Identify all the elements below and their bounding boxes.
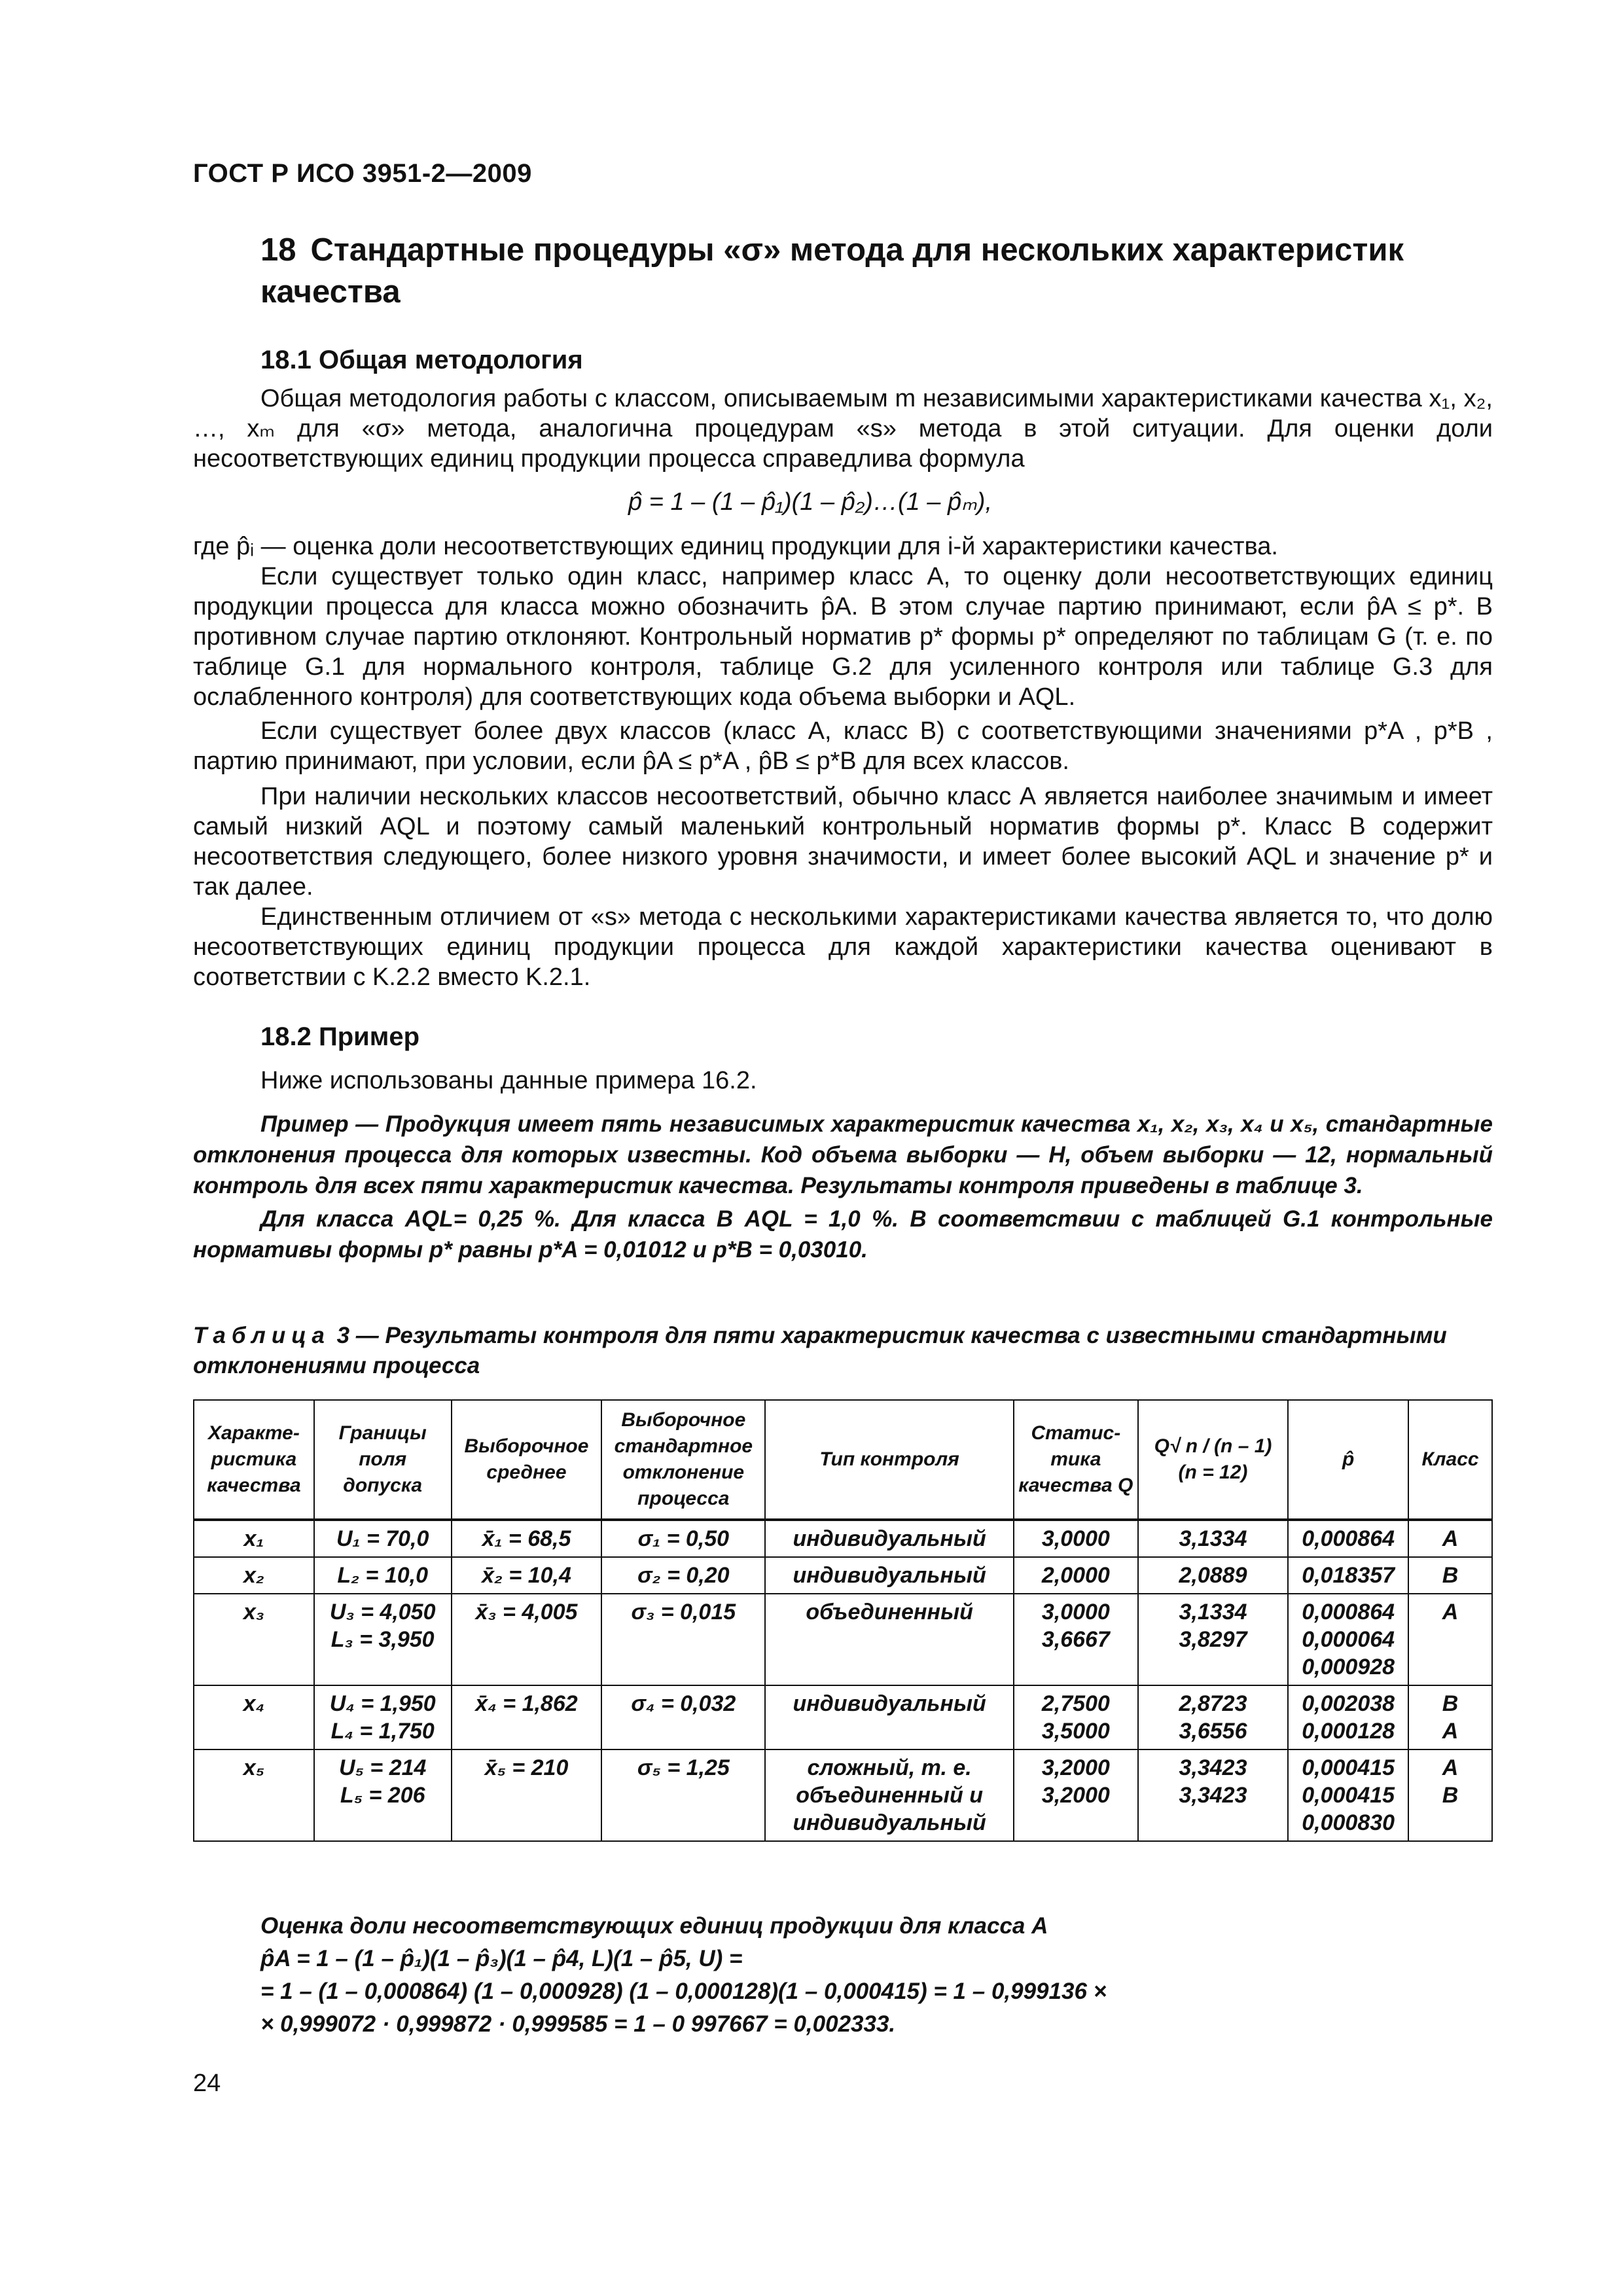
table-cell-cls: B [1408, 1557, 1492, 1594]
table-cell-sigma: σ₄ = 0,032 [601, 1685, 765, 1749]
table-cell-type: объединенный [765, 1594, 1014, 1685]
table-cell-qadj: 3,1334 [1138, 1520, 1288, 1557]
table-cell-sigma: σ₁ = 0,50 [601, 1520, 765, 1557]
document-header: ГОСТ Р ИСО 3951-2—2009 [193, 159, 532, 188]
paragraph-example-intro [193, 1066, 1493, 1096]
subsection-18-2-title: 18.2 Пример [260, 1022, 420, 1051]
table-cell-type: индивидуальный [765, 1520, 1014, 1557]
table-cell-q: 2,7500 3,5000 [1014, 1685, 1138, 1749]
paragraph: Ниже использованы данные примера 16.2. [260, 1067, 757, 1094]
page-number: 24 [193, 2070, 221, 2097]
table-cell-p: 0,000415 0,000415 0,000830 [1288, 1749, 1408, 1841]
table-cell-limits: U₃ = 4,050 L₃ = 3,950 [314, 1594, 452, 1685]
table-cell-mean: x̄₃ = 4,005 [452, 1594, 602, 1685]
header-cell: Характе-ристика качества [194, 1400, 314, 1520]
header-cell: Тип контроля [765, 1400, 1014, 1520]
calc-line: × 0,999072 · 0,999872 · 0,999585 = 1 – 0 997667 = 0,002333. [260, 2011, 896, 2037]
table-row [194, 1557, 1492, 1594]
table-cell-q: 3,0000 3,6667 [1014, 1594, 1138, 1685]
table-cell-cls: A B [1408, 1749, 1492, 1841]
example-text: Пример — Продукция имеет пять независимых характеристик качества x₁, x₂, x₃, x₄ и x₅, стандартные отклонения процесса для которых известны. Код объема выборки — H, объем выборки — 12, нормальный контроль для всех пяти характеристик качества. Результаты контроля приведены в таблице 3. [193, 1111, 1493, 1198]
table-cell-char: x₄ [194, 1685, 314, 1749]
table-cell-cls: A [1408, 1594, 1492, 1685]
example-text: Для класса AQL= 0,25 %. Для класса В AQL = 1,0 %. В соответствии с таблицей G.1 контрольные нормативы формы p* равны p*A = 0,01012 и p*B = 0,03010. [193, 1206, 1493, 1263]
example-block [193, 1109, 1493, 1265]
table-row [194, 1749, 1492, 1841]
table-cell-char: x₁ [194, 1520, 314, 1557]
table-cell-qadj: 2,8723 3,6556 [1138, 1685, 1288, 1749]
table-cell-mean: x̄₅ = 210 [452, 1749, 602, 1841]
table-cell-limits: U₄ = 1,950 L₄ = 1,750 [314, 1685, 452, 1749]
paragraph-methodology [193, 384, 1493, 474]
header-cell: Границы поля допуска [314, 1400, 452, 1520]
table-cell-mean: x̄₂ = 10,4 [452, 1557, 602, 1594]
table-cell-type: сложный, т. е. объединенный и индивидуальный [765, 1749, 1014, 1841]
table-cell-p: 0,018357 [1288, 1557, 1408, 1594]
table-caption [193, 1321, 1493, 1381]
table-cell-qadj: 3,3423 3,3423 [1138, 1749, 1288, 1841]
paragraph: Если существует более двух классов (класс А, класс В) с соответствующими значениями p*A , p*B , партию принимают, при условии, если p̂A ≤ p*A , p̂B ≤ p*B для всех классов. [193, 717, 1493, 775]
header-cell: Класс [1408, 1400, 1492, 1520]
table-cell-p: 0,000864 0,000064 0,000928 [1288, 1594, 1408, 1685]
table-cell-type: индивидуальный [765, 1557, 1014, 1594]
table-caption-label: Таблица [193, 1323, 330, 1348]
table-body [194, 1520, 1492, 1841]
table-cell-cls: A [1408, 1520, 1492, 1557]
table-cell-limits: L₂ = 10,0 [314, 1557, 452, 1594]
table-row [194, 1594, 1492, 1685]
formula: p̂ = 1 – (1 – p̂₁)(1 – p̂₂)…(1 – p̂ₘ), [628, 488, 993, 516]
paragraph: При наличии нескольких классов несоответствий, обычно класс А является наиболее значимым и имеет самый низкий AQL и поэтому самый маленький контрольный норматив формы p*. Класс В содержит несоответствия следующего, более низкого уровня значимости, и имеет более высокий AQL и значение p* и так далее. [193, 783, 1493, 901]
table-cell-q: 3,2000 3,2000 [1014, 1749, 1138, 1841]
table-cell-sigma: σ₂ = 0,20 [601, 1557, 765, 1594]
header-cell: Статис-тика качества Q [1014, 1400, 1138, 1520]
section-number: 18 [260, 232, 296, 268]
table-cell-sigma: σ₅ = 1,25 [601, 1749, 765, 1841]
header-cell: p̂ [1288, 1400, 1408, 1520]
table-cell-char: x₅ [194, 1749, 314, 1841]
table-cell-qadj: 3,1334 3,8297 [1138, 1594, 1288, 1685]
table-caption-text: 3 — Результаты контроля для пяти характеристик качества с известными стандартными отклонениями процесса [193, 1323, 1447, 1378]
table-header-row [194, 1400, 1492, 1520]
table-cell-limits: U₅ = 214 L₅ = 206 [314, 1749, 452, 1841]
table-cell-p: 0,002038 0,000128 [1288, 1685, 1408, 1749]
paragraph: где p̂ᵢ — оценка доли несоответствующих единиц продукции для i-й характеристики качества. [193, 533, 1278, 560]
header-cell: Выборочное среднее [452, 1400, 602, 1520]
paragraph: Если существует только один класс, например класс А, то оценку доли несоответствующих единиц продукции процесса для класса можно обозначить p̂A. В этом случае партию принимают, если p̂A ≤ p*. В противном случае партию отклоняют. Контрольный норматив p* формы p* определяют по таблицам G (т. е. по таблице G.1 для нормального контроля, таблице G.2 для усиленного контроля или таблице G.3 для ослабленного контроля) для соответствующих кода объема выборки и AQL. [193, 563, 1493, 711]
table-cell-mean: x̄₄ = 1,862 [452, 1685, 602, 1749]
subsection-18-1-title: 18.1 Общая методология [260, 346, 583, 374]
results-table [193, 1399, 1493, 1842]
paragraph: Общая методология работы с классом, описываемым m независимыми характеристиками качества x₁, x₂, …, xₘ для «σ» метода, аналогична процедурам «s» метода в этой ситуации. Для оценки доли несоответствующих единиц продукции процесса справедлива формула [193, 385, 1493, 473]
table-cell-char: x₂ [194, 1557, 314, 1594]
table-cell-p: 0,000864 [1288, 1520, 1408, 1557]
table-cell-qadj: 2,0889 [1138, 1557, 1288, 1594]
table-cell-char: x₃ [194, 1594, 314, 1685]
calculation-block [260, 1910, 1504, 2041]
paragraph: Единственным отличием от «s» метода с несколькими характеристиками качества является то, что долю несоответствующих единиц продукции процесса для каждой характеристики качества оценивают в соответствии с K.2.2 вместо K.2.1. [193, 903, 1493, 991]
table-row [194, 1520, 1492, 1557]
calc-title: Оценка доли несоответствующих единиц продукции для класса А [260, 1913, 1048, 1939]
table-cell-cls: B A [1408, 1685, 1492, 1749]
section-title: Стандартные процедуры «σ» метода для нескольких характеристик качества [260, 232, 1404, 310]
table-cell-q: 3,0000 [1014, 1520, 1138, 1557]
header-cell: Выборочное стандартное отклонение процесса [601, 1400, 765, 1520]
table-cell-mean: x̄₁ = 68,5 [452, 1520, 602, 1557]
table-cell-sigma: σ₃ = 0,015 [601, 1594, 765, 1685]
table-cell-q: 2,0000 [1014, 1557, 1138, 1594]
table-row [194, 1685, 1492, 1749]
calc-line: p̂A = 1 – (1 – p̂₁)(1 – p̂₃)(1 – p̂4, L)(1 – p̂5, U) = [260, 1946, 743, 1971]
section-heading [260, 229, 1504, 313]
paragraph-block-1 [193, 531, 1493, 992]
table-cell-limits: U₁ = 70,0 [314, 1520, 452, 1557]
calc-line: = 1 – (1 – 0,000864) (1 – 0,000928) (1 – 0,000128)(1 – 0,000415) = 1 – 0,999136 × [260, 1979, 1107, 2004]
header-cell: Q√ n / (n – 1) (n = 12) [1138, 1400, 1288, 1520]
table-cell-type: индивидуальный [765, 1685, 1014, 1749]
